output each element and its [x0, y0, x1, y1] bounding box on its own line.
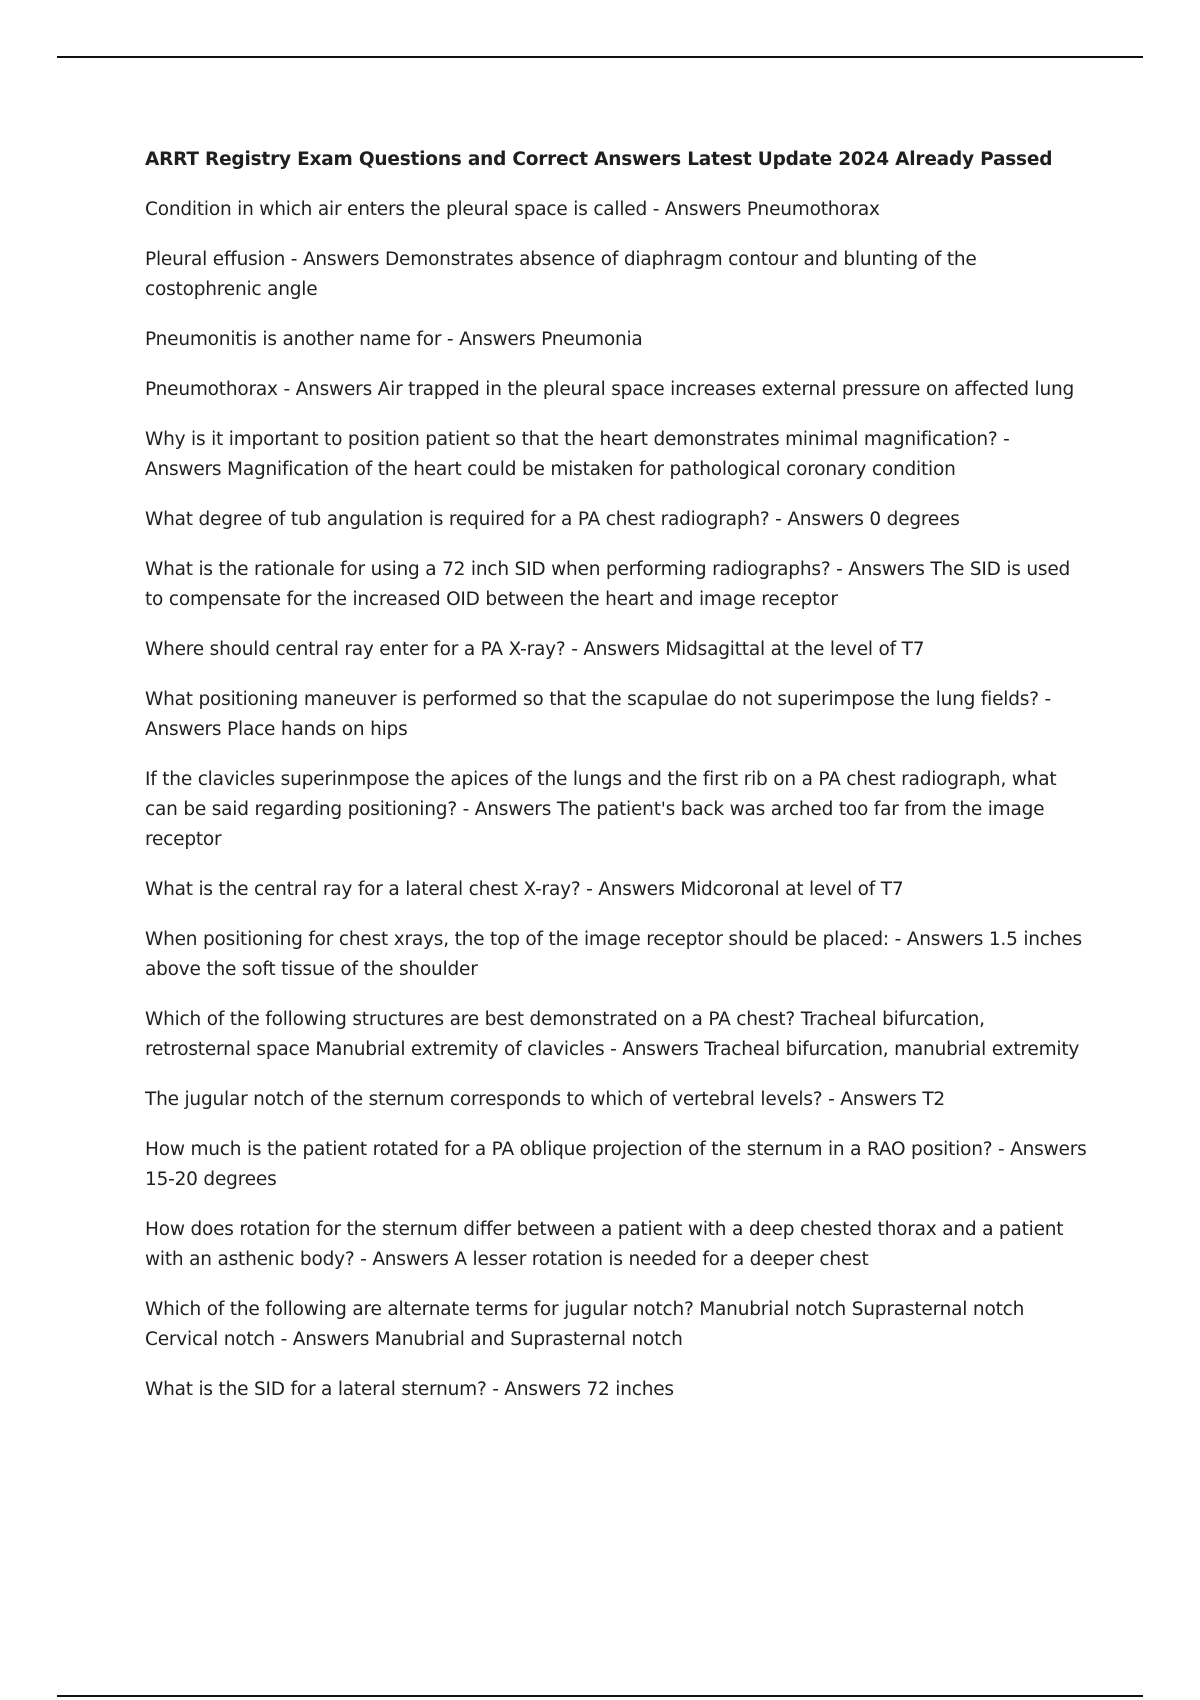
qa-item: When positioning for chest xrays, the top of the image receptor should be placed: - Answers 1.5 inches above the soft tissue of the shoulder	[145, 929, 1082, 980]
qa-item: What is the central ray for a lateral chest X-ray? - Answers Midcoronal at level of T7	[145, 879, 904, 900]
qa-item: The jugular notch of the sternum corresponds to which of vertebral levels? - Answers T2	[145, 1089, 945, 1110]
top-divider	[57, 56, 1143, 58]
qa-item: Why is it important to position patient so that the heart demonstrates minimal magnification? - Answers Magnification of the heart could be mistaken for pathological coronary condition	[145, 429, 1010, 480]
qa-item: Condition in which air enters the pleural space is called - Answers Pneumothorax	[145, 199, 880, 220]
qa-item: Where should central ray enter for a PA X-ray? - Answers Midsagittal at the level of T7	[145, 639, 925, 660]
qa-item: Pleural effusion - Answers Demonstrates absence of diaphragm contour and blunting of the costophrenic angle	[145, 249, 977, 300]
qa-item: Which of the following structures are best demonstrated on a PA chest? Tracheal bifurcation, retrosternal space Manubrial extremity of clavicles - Answers Tracheal bifurcation, manubrial extremity	[145, 1009, 1080, 1060]
qa-item: If the clavicles superinmpose the apices of the lungs and the first rib on a PA chest radiograph, what can be said regarding positioning? - Answers The patient's back was arched too far from the image receptor	[145, 769, 1057, 850]
qa-item: What degree of tub angulation is required for a PA chest radiograph? - Answers 0 degrees	[145, 509, 960, 530]
qa-item: What is the SID for a lateral sternum? - Answers 72 inches	[145, 1379, 674, 1400]
document-title: ARRT Registry Exam Questions and Correct Answers Latest Update 2024 Already Passed	[145, 149, 1053, 170]
qa-item: How does rotation for the sternum differ between a patient with a deep chested thorax and a patient with an asthenic body? - Answers A lesser rotation is needed for a deeper chest	[145, 1219, 1064, 1270]
qa-item: Pneumonitis is another name for - Answers Pneumonia	[145, 329, 643, 350]
qa-item: Pneumothorax - Answers Air trapped in the pleural space increases external pressure on affected lung	[145, 379, 1075, 400]
qa-item: How much is the patient rotated for a PA oblique projection of the sternum in a RAO position? - Answers 15-20 degrees	[145, 1139, 1087, 1190]
bottom-divider	[57, 1695, 1143, 1697]
document-body	[145, 145, 1090, 1425]
qa-item: What is the rationale for using a 72 inch SID when performing radiographs? - Answers The SID is used to compensate for the increased OID between the heart and image receptor	[145, 559, 1071, 610]
qa-item: What positioning maneuver is performed so that the scapulae do not superimpose the lung fields? - Answers Place hands on hips	[145, 689, 1051, 740]
qa-item: Which of the following are alternate terms for jugular notch? Manubrial notch Suprasternal notch Cervical notch - Answers Manubrial and Suprasternal notch	[145, 1299, 1025, 1350]
